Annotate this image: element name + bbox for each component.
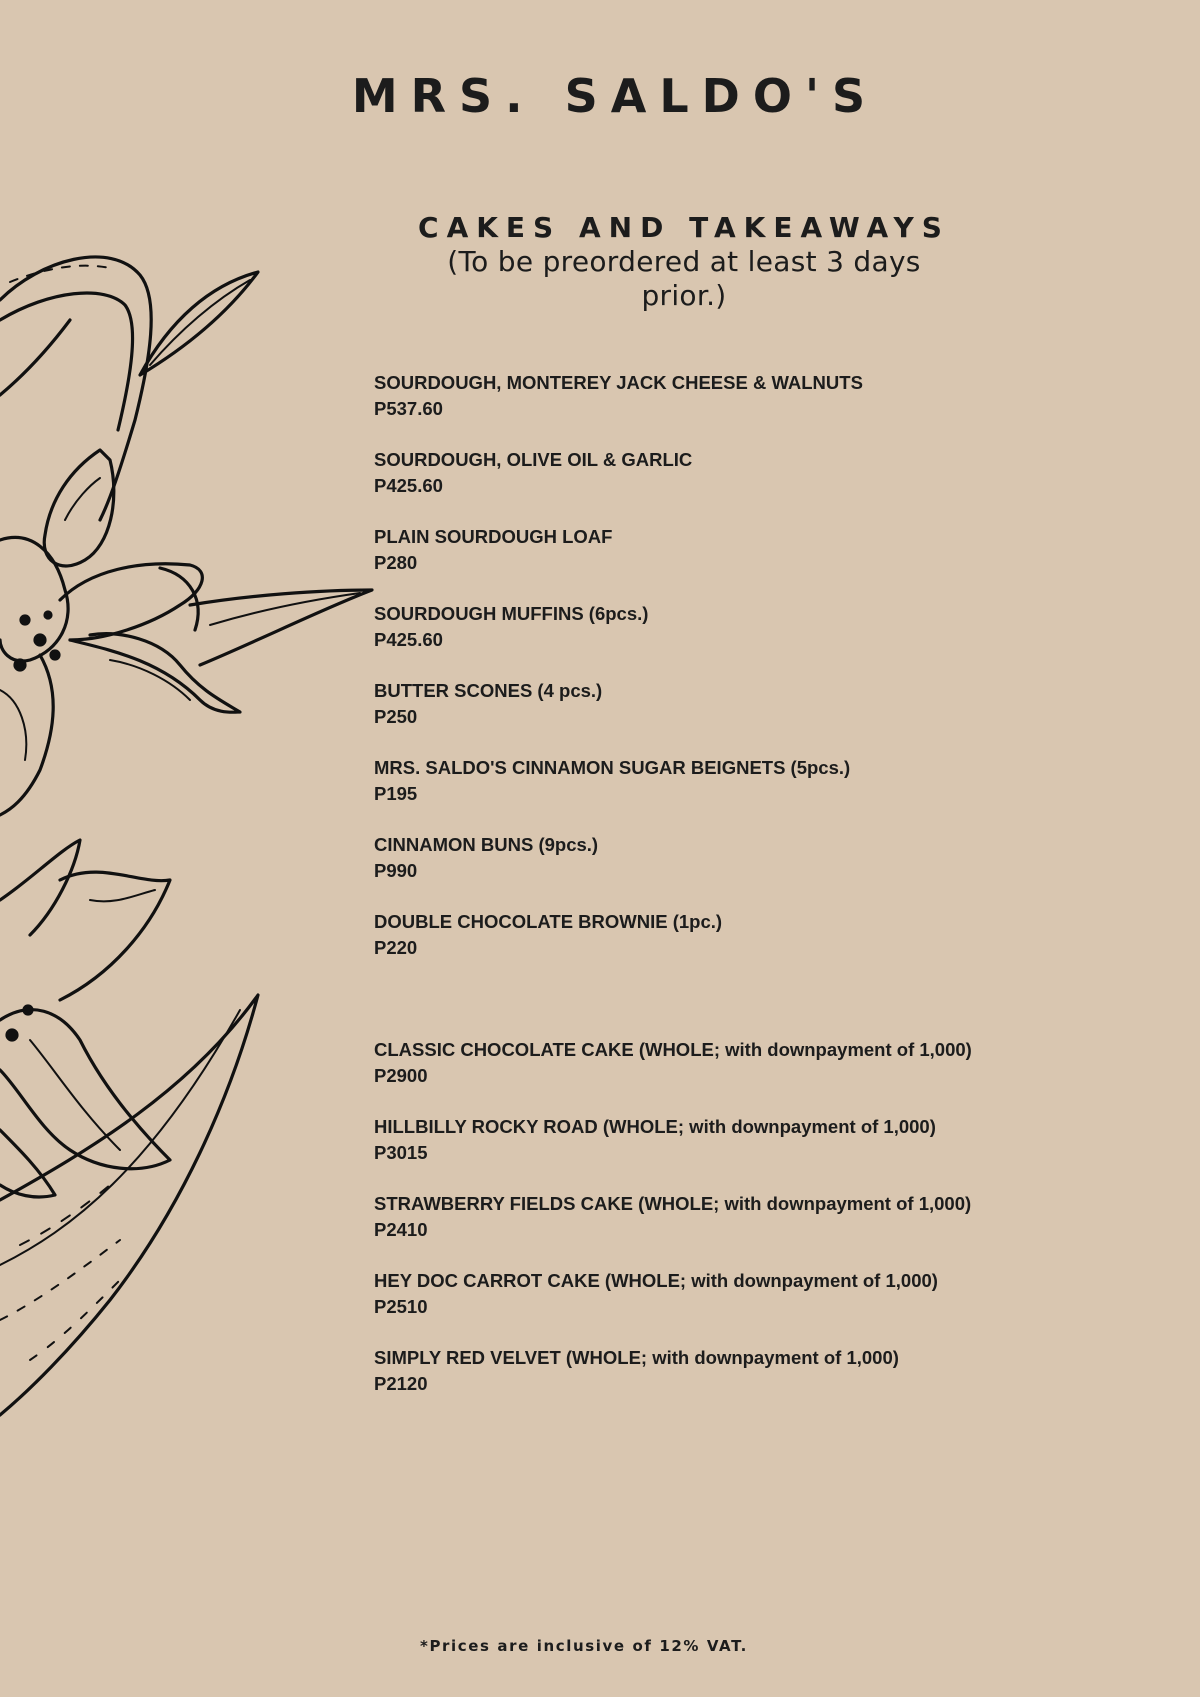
menu-item	[374, 909, 1154, 961]
item-price: P280	[374, 552, 418, 573]
menu-item	[374, 1345, 1154, 1397]
item-name: MRS. SALDO'S CINNAMON SUGAR BEIGNETS (5pcs.)	[374, 757, 851, 778]
item-name: SIMPLY RED VELVET (WHOLE; with downpayment of 1,000)	[374, 1347, 899, 1368]
item-price: P2410	[374, 1219, 428, 1240]
menu-item	[374, 832, 1154, 884]
menu-item	[374, 1114, 1154, 1166]
lily-illustration-icon	[0, 0, 420, 1697]
item-price: P195	[374, 783, 418, 804]
menu-item	[374, 370, 1154, 422]
menu-item	[374, 1037, 1154, 1089]
item-name: CINNAMON BUNS (9pcs.)	[374, 834, 599, 855]
item-price: P2510	[374, 1296, 428, 1317]
brand-title: MRS. SALDO'S	[351, 69, 879, 123]
menu-item	[374, 755, 1154, 807]
item-name: PLAIN SOURDOUGH LOAF	[374, 526, 613, 547]
item-price: P2900	[374, 1065, 428, 1086]
item-name: HILLBILLY ROCKY ROAD (WHOLE; with downpayment of 1,000)	[374, 1116, 936, 1137]
vat-footnote: *Prices are inclusive of 12% VAT.	[420, 1637, 748, 1655]
menu-item	[374, 601, 1154, 653]
item-price: P2120	[374, 1373, 428, 1394]
item-name: SOURDOUGH, OLIVE OIL & GARLIC	[374, 449, 693, 470]
item-price: P425.60	[374, 629, 443, 650]
item-name: HEY DOC CARROT CAKE (WHOLE; with downpayment of 1,000)	[374, 1270, 938, 1291]
menu-item	[374, 678, 1154, 730]
item-price: P425.60	[374, 475, 443, 496]
section-title: CAKES AND TAKEAWAYS	[418, 211, 950, 244]
item-name: DOUBLE CHOCOLATE BROWNIE (1pc.)	[374, 911, 723, 932]
item-name: SOURDOUGH MUFFINS (6pcs.)	[374, 603, 649, 624]
menu-item	[374, 524, 1154, 576]
menu-item	[374, 1191, 1154, 1243]
item-price: P220	[374, 937, 418, 958]
item-name: STRAWBERRY FIELDS CAKE (WHOLE; with downpayment of 1,000)	[374, 1193, 972, 1214]
item-price: P3015	[374, 1142, 428, 1163]
item-name: BUTTER SCONES (4 pcs.)	[374, 680, 603, 701]
section-subtitle: (To be preordered at least 3 days prior.)	[447, 245, 921, 312]
item-price: P537.60	[374, 398, 443, 419]
item-name: CLASSIC CHOCOLATE CAKE (WHOLE; with downpayment of 1,000)	[374, 1039, 972, 1060]
item-price: P990	[374, 860, 418, 881]
menu-item	[374, 447, 1154, 499]
item-name: SOURDOUGH, MONTEREY JACK CHEESE & WALNUTS	[374, 372, 863, 393]
item-price: P250	[374, 706, 418, 727]
menu-item	[374, 1268, 1154, 1320]
